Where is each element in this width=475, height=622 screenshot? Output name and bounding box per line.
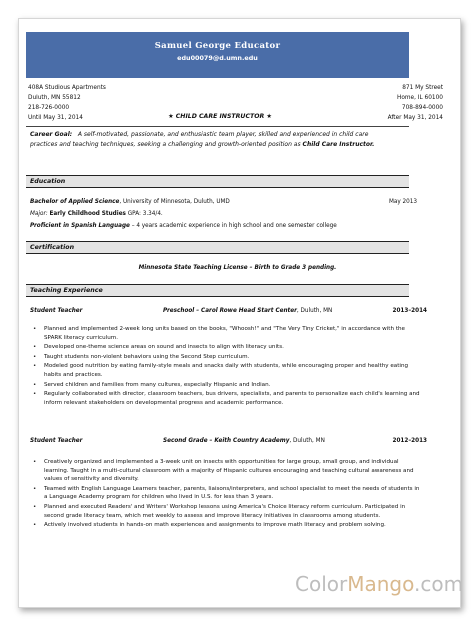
candidate-email: edu00079@d.umn.edu xyxy=(177,54,258,62)
major: Early Childhood Studies xyxy=(49,211,126,217)
address-line: Until May 31, 2014 xyxy=(28,115,83,121)
job-place: Preschool – Carol Rowe Head Start Center xyxy=(163,308,297,314)
list-item: • Served children and families from many cultures, especially Hispanic and Indian. xyxy=(44,381,424,390)
career-goal-label: Career Goal: xyxy=(30,131,73,138)
address-line: 708-894-0000 xyxy=(401,105,443,111)
job-place: Second Grade – Keith Country Academy xyxy=(163,438,290,444)
career-goal-target: Child Care Instructor. xyxy=(302,141,375,148)
address-line: After May 31, 2014 xyxy=(387,115,443,121)
list-item: • Planned and implemented 2-week long units based on the books, "Whoosh!" and "The Very Tiny Cricket," in accordance with the SPARK literacy curriculum. xyxy=(44,325,424,342)
career-goal-text: A self-motivated, passionate, and enthusiastic team player, skilled and experienced in child care xyxy=(77,131,369,138)
list-item: • Developed one-theme science areas on sound and insects to align with literacy units. xyxy=(44,343,424,352)
address-line: 408A Studious Apartments xyxy=(28,85,106,91)
list-item: • Modeled good nutrition by eating family-style meals and snacks daily with students, while encouraging proper and healthy eating habits and practices. xyxy=(44,362,424,379)
resume-header xyxy=(26,32,409,78)
address-line: Home, IL 60100 xyxy=(396,95,443,101)
job-dates: 2012–2013 xyxy=(392,438,427,444)
job-title: Student Teacher xyxy=(30,438,83,444)
section-certification: Certification xyxy=(26,241,409,254)
education-date: May 2013 xyxy=(388,199,417,205)
career-goal xyxy=(30,130,410,150)
list-item: • Planned and executed Readers' and Writers' Workshop lessons using America's Choice literacy reform curriculum. Participated in second grade literacy team, which met weekly to assess and improve literacy initiatives in classrooms among students. xyxy=(44,503,424,520)
education-major-line xyxy=(30,210,163,219)
job-bullets xyxy=(30,325,424,408)
objective-title: ★ CHILD CARE INSTRUCTOR ★ xyxy=(168,113,272,120)
major-label: Major: xyxy=(30,211,48,217)
school: , University of Minnesota, Duluth, UMD xyxy=(119,199,230,205)
address-current xyxy=(28,83,106,123)
job-bullets xyxy=(30,458,424,531)
section-teaching-experience: Teaching Experience xyxy=(26,284,409,297)
section-education: Education xyxy=(26,175,409,188)
list-item: • Regularly collaborated with director, classroom teachers, bus drivers, specialists, and parents to personalize each child's learning and inform relevant stakeholders on developmental progress and academic performance. xyxy=(44,390,424,407)
list-item: • Actively involved students in hands-on math experiences and assignments to improve math literacy and problem solving. xyxy=(44,521,424,530)
career-goal-text: practices and teaching techniques, seeking a challenging and growth-oriented position as xyxy=(30,141,301,148)
watermark-logo xyxy=(295,572,463,596)
list-item: • Taught students non-violent behaviors using the Second Step curriculum. xyxy=(44,353,424,362)
language-proficiency: Proficient in Spanish Language xyxy=(30,223,130,229)
education-language-line xyxy=(30,222,337,231)
job-place-line xyxy=(163,437,325,446)
address-line: 871 My Street xyxy=(402,85,443,91)
list-item: • Teamed with English Language Learners teacher, parents, liaisons/interpreters, and school specialist to meet the needs of students in a Language Academy program for children who lived in U.S. for less than 3 years. xyxy=(44,485,424,502)
watermark-color: Color xyxy=(295,572,348,596)
job-location: , Duluth, MN xyxy=(296,308,333,314)
job-place-line xyxy=(163,307,332,316)
degree: Bachelor of Applied Science xyxy=(30,199,120,205)
language-proficiency-desc: – 4 years academic experience in high school and one semester college xyxy=(129,223,337,229)
job-dates: 2013–2014 xyxy=(392,308,427,314)
certification-text: Minnesota State Teaching License – Birth to Grade 3 pending. xyxy=(138,265,337,271)
education-degree-line xyxy=(30,198,230,207)
job-title: Student Teacher xyxy=(30,308,83,314)
gpa: GPA: 3.34/4. xyxy=(127,211,163,217)
watermark-mango: Mango xyxy=(347,572,414,596)
address-line: 218-726-0000 xyxy=(28,105,70,111)
divider xyxy=(26,126,409,127)
address-line: Duluth, MN 55812 xyxy=(28,95,81,101)
watermark-suffix: .com xyxy=(414,572,464,596)
address-permanent xyxy=(388,83,443,123)
job-location: , Duluth, MN xyxy=(289,438,325,444)
candidate-name: Samuel George Educator xyxy=(154,41,281,51)
list-item: • Creatively organized and implemented a 3-week unit on insects with opportunities for large group, small group, and individual learning. Taught in a multi-cultural classroom with a majority of Hispanic cultures encouraging and teaching cultural awareness and values of sensitivity and diversity. xyxy=(44,458,424,484)
